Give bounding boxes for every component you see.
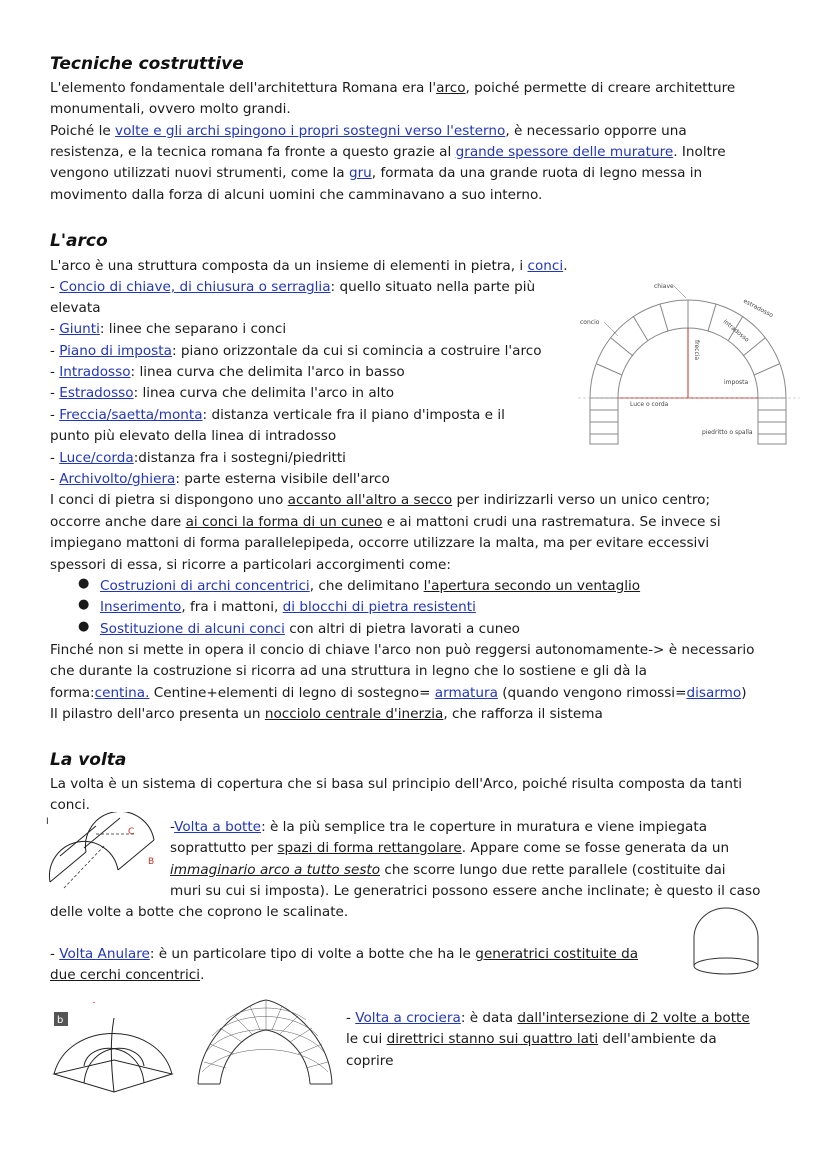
- paragraph-line: Poiché le volte e gli archi spingono i propri sostegni verso l'esterno, è necessario opporre una: [50, 123, 687, 139]
- bullet-icon: ●: [78, 597, 90, 612]
- bullet-icon: ●: [78, 619, 90, 634]
- paragraph-line: forma:centina. Centine+elementi di legno di sostegno= armatura (quando vengono rimossi=disarmo): [50, 685, 747, 701]
- svg-text:˘: ˘: [92, 1001, 96, 1010]
- paragraph-line: soprattutto per spazi di forma rettangolare. Appare come se fosse generata da un: [170, 840, 730, 856]
- link[interactable]: centina.: [94, 685, 150, 701]
- barrel-vault-figure: [46, 812, 164, 896]
- link[interactable]: Estradosso: [59, 385, 134, 401]
- paragraph-line: L'arco è una struttura composta da un insieme di elementi in pietra, i conci.: [50, 258, 568, 274]
- link[interactable]: Intradosso: [59, 364, 131, 380]
- paragraph-line: spessori di essa, si ricorre a particolari accorgimenti come:: [50, 557, 451, 573]
- figure-label-b-box: b: [57, 1015, 64, 1026]
- link[interactable]: conci: [527, 258, 564, 274]
- link[interactable]: Volta a botte: [174, 819, 262, 835]
- link[interactable]: armatura: [434, 685, 498, 701]
- cross-vault-figure: [190, 992, 340, 1092]
- link[interactable]: Luce/corda: [59, 450, 134, 466]
- link[interactable]: Costruzioni di archi concentrici: [100, 578, 310, 594]
- list-item: Sostituzione di alcuni conci con altri di pietra lavorati a cuneo: [100, 621, 520, 637]
- arch-diagram: [578, 280, 800, 448]
- section-title-tecniche: Tecniche costruttive: [50, 54, 244, 74]
- link[interactable]: Sostituzione di alcuni conci: [100, 621, 285, 637]
- section-title-arco: L'arco: [50, 231, 108, 251]
- paragraph-line: - Volta Anulare: è un particolare tipo di volte a botte che ha le generatrici costituite da: [50, 946, 639, 962]
- paragraph-line: conci.: [50, 797, 90, 813]
- link[interactable]: Piano di imposta: [59, 343, 172, 359]
- definition-line: - Concio di chiave, di chiusura o serraglia: quello situato nella parte più: [50, 279, 536, 295]
- label-concio: concio: [580, 319, 600, 326]
- figure-label-c: C: [128, 827, 135, 837]
- link[interactable]: Inserimento: [100, 599, 182, 615]
- paragraph-line: resistenza, e la tecnica romana fa fronte a questo grazie al grande spessore delle murature. Inoltre: [50, 144, 726, 160]
- link[interactable]: Concio di chiave, di chiusura o serraglia: [59, 279, 331, 295]
- paragraph-line: immaginario arco a tutto sesto che scorre lungo due rette parallele (costituite dai: [170, 862, 726, 878]
- definition-line: - Archivolto/ghiera: parte esterna visibile dell'arco: [50, 471, 390, 487]
- label-luce: Luce o corda: [630, 401, 669, 408]
- paragraph-line: La volta è un sistema di copertura che si basa sul principio dell'Arco, poiché risulta composta da tanti: [50, 776, 743, 792]
- paragraph-line: L'elemento fondamentale dell'architettura Romana era l'arco, poiché permette di creare architetture: [50, 80, 736, 96]
- link[interactable]: gru: [348, 165, 372, 181]
- paragraph-line: Il pilastro dell'arco presenta un nocciolo centrale d'inerzia, che rafforza il sistema: [50, 706, 603, 722]
- definition-line: - Giunti: linee che separano i conci: [50, 321, 287, 337]
- definition-line: - Luce/corda:distanza fra i sostegni/piedritti: [50, 450, 346, 466]
- link[interactable]: di blocchi di pietra resistenti: [282, 599, 476, 615]
- paragraph-line: due cerchi concentrici.: [50, 967, 205, 983]
- annular-vault-figure: [686, 906, 766, 980]
- link[interactable]: Giunti: [59, 321, 100, 337]
- link[interactable]: grande spessore delle murature: [455, 144, 674, 160]
- definition-line: - Freccia/saetta/monta: distanza verticale fra il piano d'imposta e il: [50, 407, 505, 423]
- paragraph-line: punto più elevato della linea di intradosso: [50, 428, 337, 444]
- label-piedritto: piedritto o spalla: [702, 429, 753, 436]
- paragraph-line: impiegano mattoni di forma parallelepipeda, occorre utilizzare la malta, ma per evitare eccessivi: [50, 535, 710, 551]
- label-imposta: imposta: [724, 379, 749, 386]
- paragraph-line: delle volte a botte che coprono le scalinate.: [50, 904, 349, 920]
- paragraph-line: che durante la costruzione si ricorra ad una struttura in legno che lo sostiene e gli dà la: [50, 663, 647, 679]
- paragraph-line: coprire: [346, 1053, 394, 1069]
- paragraph-line: Finché non si mette in opera il concio di chiave l'arco non può reggersi autonomamente-> è necessario: [50, 642, 755, 658]
- bullet-icon: ●: [78, 576, 90, 591]
- list-item: Costruzioni di archi concentrici, che delimitano l'apertura secondo un ventaglio: [100, 578, 641, 594]
- cross-vault-diagram: [48, 1000, 178, 1096]
- label-chiave: chiave: [654, 283, 674, 290]
- paragraph-line: -Volta a botte: è la più semplice tra le coperture in muratura e viene impiegata: [170, 819, 708, 835]
- link[interactable]: Volta Anulare: [59, 946, 150, 962]
- paragraph-line: vengono utilizzati nuovi strumenti, come la gru, formata da una grande ruota di legno messa in: [50, 165, 703, 181]
- section-title-volta: La volta: [50, 750, 127, 770]
- paragraph-line: muri su cui si imposta). Le generatrici possono essere anche inclinate; è questo il caso: [170, 883, 761, 899]
- definition-line: - Piano di imposta: piano orizzontale da cui si comincia a costruire l'arco: [50, 343, 542, 359]
- link[interactable]: volte e gli archi spingono i propri sostegni verso l'esterno: [115, 123, 506, 139]
- paragraph-line: monumentali, ovvero molto grandi.: [50, 101, 291, 117]
- definition-line: - Estradosso: linea curva che delimita l'arco in alto: [50, 385, 395, 401]
- link[interactable]: Freccia/saetta/monta: [59, 407, 203, 423]
- link[interactable]: Volta a crociera: [355, 1010, 461, 1026]
- link[interactable]: disarmo: [686, 685, 742, 701]
- label-freccia: freccia: [693, 340, 700, 361]
- label-estradosso: estradosso: [742, 297, 775, 320]
- paragraph-line: elevata: [50, 300, 101, 316]
- label-intradosso: intradosso: [721, 318, 751, 344]
- figure-label-i: I: [46, 817, 49, 827]
- definition-line: - Intradosso: linea curva che delimita l'arco in basso: [50, 364, 405, 380]
- figure-label-b: B: [148, 857, 155, 867]
- paragraph-line: - Volta a crociera: è data dall'intersezione di 2 volte a botte: [346, 1010, 750, 1026]
- paragraph-line: le cui direttrici stanno sui quattro lati dell'ambiente da: [346, 1031, 717, 1047]
- paragraph-line: occorre anche dare ai conci la forma di un cuneo e ai mattoni crudi una rastrematura. Se invece si: [50, 514, 721, 530]
- link[interactable]: Archivolto/ghiera: [59, 471, 176, 487]
- list-item: Inserimento, fra i mattoni, di blocchi di pietra resistenti: [100, 599, 476, 615]
- paragraph-line: I conci di pietra si dispongono uno accanto all'altro a secco per indirizzarli verso un unico centro;: [50, 492, 711, 508]
- paragraph-line: movimento dalla forza di alcuni uomini che camminavano a suo interno.: [50, 187, 543, 203]
